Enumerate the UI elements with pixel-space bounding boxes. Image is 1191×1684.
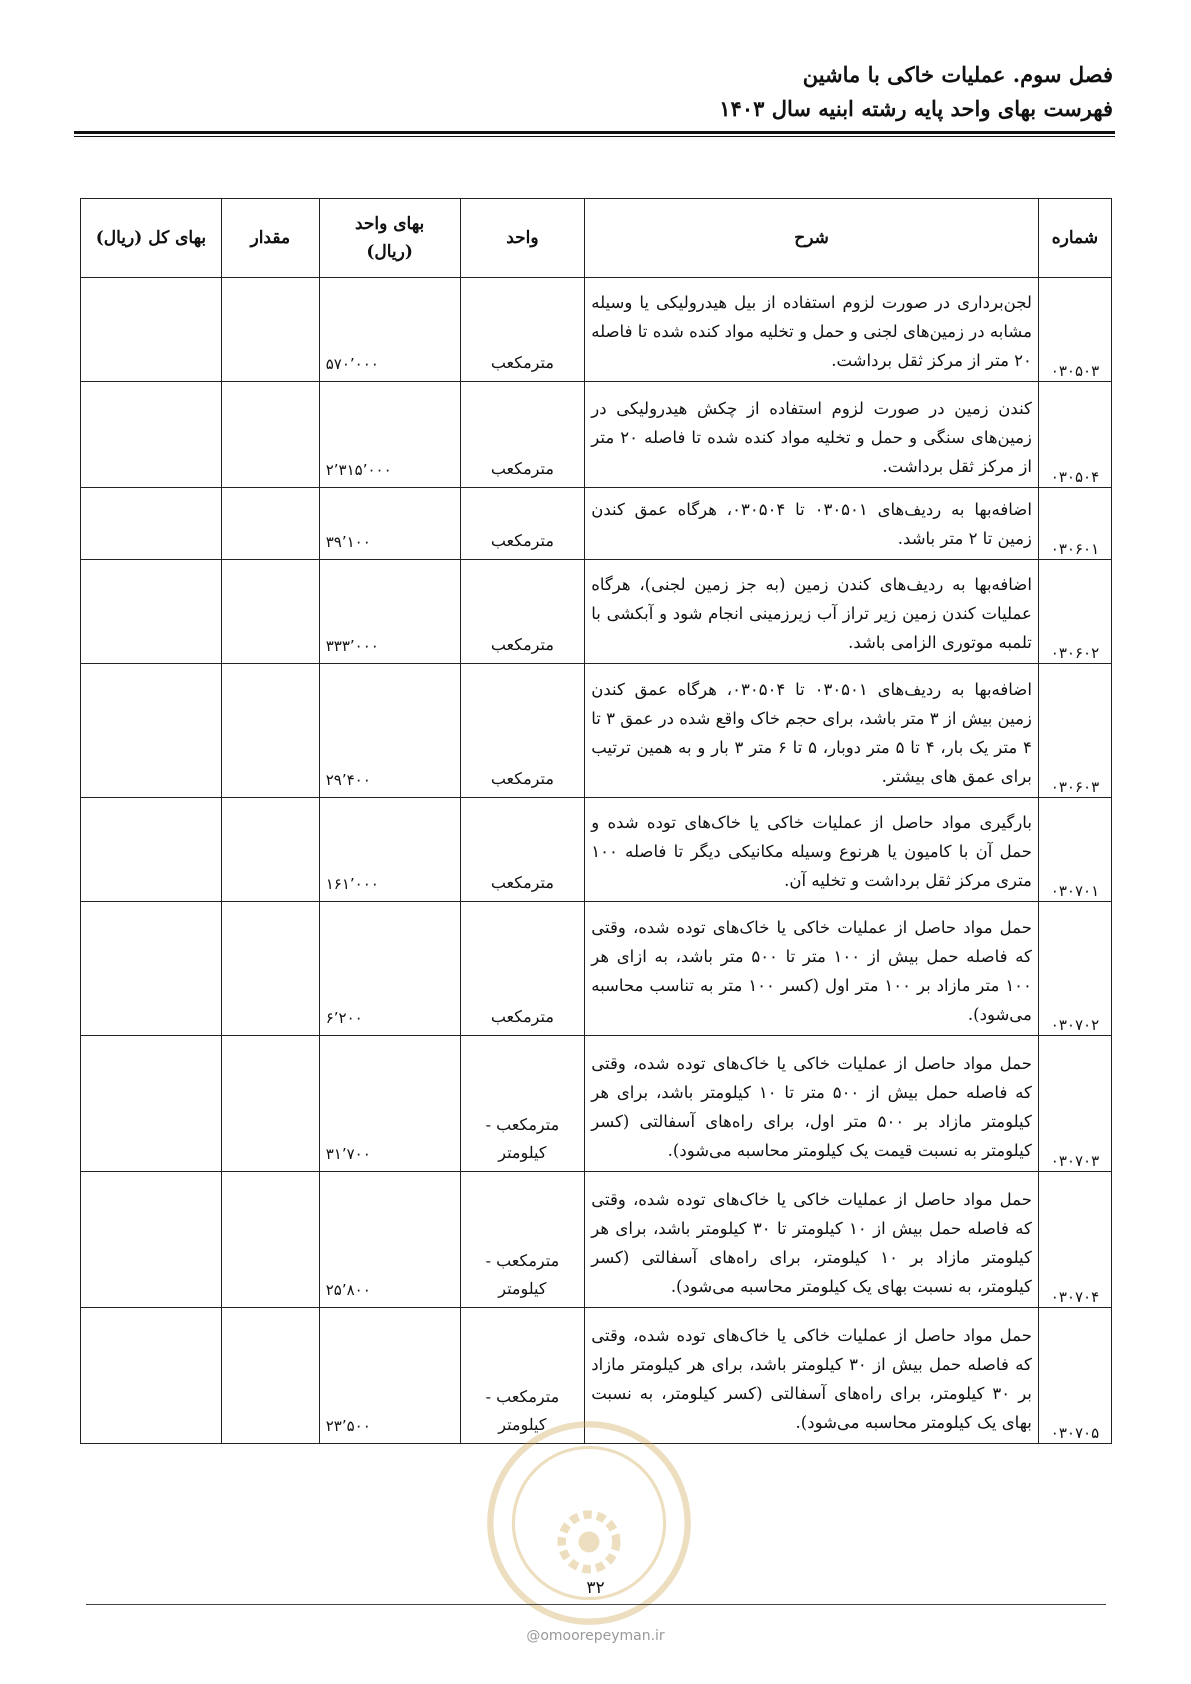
table-row <box>81 1036 1112 1172</box>
page-header <box>74 58 1113 126</box>
row-description: حمل مواد حاصل از عملیات خاکی یا خاک‌های توده شده، وقتی که فاصله حمل بیش از ۱۰ کیلومتر تا ۳۰ کیلومتر باشد، برای هر کیلومتر مازاد بر ۱۰ کیلومتر، برای راه‌های آسفالتی (کسر کیلومتر، به نسبت بهای یک کیلومتر محاسبه می‌شود). <box>585 1172 1039 1308</box>
row-code: ۰۳۰۶۰۲ <box>1038 560 1111 664</box>
row-description: حمل مواد حاصل از عملیات خاکی یا خاک‌های توده شده، وقتی که فاصله حمل بیش از ۳۰ کیلومتر باشد، برای هر کیلومتر مازاد بر ۳۰ کیلومتر، برای راه‌های آسفالتی (کسر کیلومتر، به نسبت بهای یک کیلومتر محاسبه می‌شود). <box>585 1308 1039 1444</box>
row-total-price <box>81 902 222 1036</box>
row-unit-price: ۳۱٬۷۰۰ <box>319 1036 460 1172</box>
row-unit-price: ۵۷۰٬۰۰۰ <box>319 278 460 382</box>
row-code: ۰۳۰۵۰۳ <box>1038 278 1111 382</box>
column-header-code: شماره <box>1038 199 1111 278</box>
row-description: اضافه‌بها به ردیف‌های کندن زمین (به جز زمین لجنی)، هرگاه عملیات کندن زمین زیر تراز آب زیرزمینی انجام شود و آبکشی با تلمبه موتوری الزامی باشد. <box>585 560 1039 664</box>
row-code: ۰۳۰۷۰۲ <box>1038 902 1111 1036</box>
row-description: حمل مواد حاصل از عملیات خاکی یا خاک‌های توده شده، وقتی که فاصله حمل بیش از ۵۰۰ متر تا ۱۰ کیلومتر باشد، برای هر کیلومتر مازاد بر ۵۰۰ متر اول، برای راه‌های آسفالتی (کسر کیلومتر به نسبت قیمت یک کیلومتر محاسبه می‌شود). <box>585 1036 1039 1172</box>
column-header-total: بهای کل (ریال) <box>81 199 222 278</box>
row-unit: مترمکعب <box>460 560 585 664</box>
row-unit-price: ۶٬۲۰۰ <box>319 902 460 1036</box>
row-total-price <box>81 1308 222 1444</box>
row-description: بارگیری مواد حاصل از عملیات خاکی یا خاک‌های توده شده و حمل آن با کامیون یا هرنوع وسیله مکانیکی دیگر تا فاصله ۱۰۰ متری مرکز ثقل برداشت و تخلیه آن. <box>585 798 1039 902</box>
header-rule-thick <box>74 131 1115 134</box>
row-quantity <box>221 488 319 560</box>
table-row <box>81 560 1112 664</box>
row-quantity <box>221 382 319 488</box>
row-total-price <box>81 488 222 560</box>
row-description: کندن زمین در صورت لزوم استفاده از چکش هیدرولیکی در زمین‌های سنگی و حمل و تخلیه مواد کنده شده تا فاصله ۲۰ متر از مرکز ثقل برداشت. <box>585 382 1039 488</box>
row-code: ۰۳۰۷۰۵ <box>1038 1308 1111 1444</box>
row-unit-price: ۲٬۳۱۵٬۰۰۰ <box>319 382 460 488</box>
row-unit-price: ۱۶۱٬۰۰۰ <box>319 798 460 902</box>
row-description: حمل مواد حاصل از عملیات خاکی یا خاک‌های توده شده، وقتی که فاصله حمل بیش از ۱۰۰ متر تا ۵۰۰ متر باشد، به ازای هر ۱۰۰ متر مازاد بر ۱۰۰ متر اول (کسر ۱۰۰ متر به تناسب محاسبه می‌شود). <box>585 902 1039 1036</box>
row-unit: مترمکعب <box>460 278 585 382</box>
row-code: ۰۳۰۵۰۴ <box>1038 382 1111 488</box>
table-row <box>81 1172 1112 1308</box>
row-quantity <box>221 1036 319 1172</box>
table-row <box>81 798 1112 902</box>
row-total-price <box>81 278 222 382</box>
row-unit-price: ۲۹٬۴۰۰ <box>319 664 460 798</box>
row-unit: مترمکعب - کیلومتر <box>460 1036 585 1172</box>
table-header-row <box>81 199 1112 278</box>
row-quantity <box>221 664 319 798</box>
row-quantity <box>221 1308 319 1444</box>
row-unit: مترمکعب <box>460 798 585 902</box>
table-row <box>81 488 1112 560</box>
chapter-title: فصل سوم. عملیات خاکی با ماشین <box>802 62 1113 87</box>
row-unit: مترمکعب <box>460 902 585 1036</box>
column-header-price-label: بهای واحد <box>354 214 425 234</box>
row-quantity <box>221 560 319 664</box>
column-header-price <box>319 199 460 278</box>
footer-rule <box>86 1604 1106 1605</box>
website-watermark: @omoorepeyman.ir <box>526 1628 665 1644</box>
row-description: اضافه‌بها به ردیف‌های ۰۳۰۵۰۱ تا ۰۳۰۵۰۴، هرگاه عمق کندن زمین بیش از ۳ متر باشد، برای حجم خاک واقع شده در عمق ۳ تا ۴ متر یک بار، ۴ تا ۵ متر دوبار، ۵ تا ۶ متر ۳ بار و به همین ترتیب برای عمق های بیشتر. <box>585 664 1039 798</box>
row-quantity <box>221 902 319 1036</box>
row-code: ۰۳۰۷۰۱ <box>1038 798 1111 902</box>
row-description: لجن‌برداری در صورت لزوم استفاده از بیل هیدرولیکی یا وسیله مشابه در زمین‌های لجنی و حمل و تخلیه مواد کنده شده تا فاصله ۲۰ متر از مرکز ثقل برداشت. <box>585 278 1039 382</box>
row-unit: مترمکعب - کیلومتر <box>460 1308 585 1444</box>
column-header-desc: شرح <box>585 199 1039 278</box>
row-unit: مترمکعب <box>460 664 585 798</box>
row-total-price <box>81 1172 222 1308</box>
row-code: ۰۳۰۷۰۳ <box>1038 1036 1111 1172</box>
row-total-price <box>81 382 222 488</box>
table-row <box>81 664 1112 798</box>
row-description: اضافه‌بها به ردیف‌های ۰۳۰۵۰۱ تا ۰۳۰۵۰۴، هرگاه عمق کندن زمین تا ۲ متر باشد. <box>585 488 1039 560</box>
header-rule-thin <box>74 136 1115 137</box>
row-quantity <box>221 1172 319 1308</box>
row-total-price <box>81 560 222 664</box>
row-quantity <box>221 278 319 382</box>
document-title: فهرست بهای واحد پایه رشته ابنیه سال ۱۴۰۳ <box>719 96 1113 121</box>
table-row <box>81 278 1112 382</box>
column-header-price-currency: (ریال) <box>366 242 413 262</box>
row-unit: مترمکعب <box>460 488 585 560</box>
column-header-qty: مقدار <box>221 199 319 278</box>
row-total-price <box>81 664 222 798</box>
price-table <box>80 198 1112 1444</box>
row-code: ۰۳۰۶۰۳ <box>1038 664 1111 798</box>
row-unit: مترمکعب - کیلومتر <box>460 1172 585 1308</box>
row-code: ۰۳۰۷۰۴ <box>1038 1172 1111 1308</box>
row-unit: مترمکعب <box>460 382 585 488</box>
row-total-price <box>81 1036 222 1172</box>
column-header-unit: واحد <box>460 199 585 278</box>
row-quantity <box>221 798 319 902</box>
table-row <box>81 902 1112 1036</box>
row-code: ۰۳۰۶۰۱ <box>1038 488 1111 560</box>
row-total-price <box>81 798 222 902</box>
row-unit-price: ۳۳۳٬۰۰۰ <box>319 560 460 664</box>
page-number: ۳۲ <box>586 1578 605 1598</box>
row-unit-price: ۲۳٬۵۰۰ <box>319 1308 460 1444</box>
row-unit-price: ۳۹٬۱۰۰ <box>319 488 460 560</box>
table-row <box>81 382 1112 488</box>
row-unit-price: ۲۵٬۸۰۰ <box>319 1172 460 1308</box>
